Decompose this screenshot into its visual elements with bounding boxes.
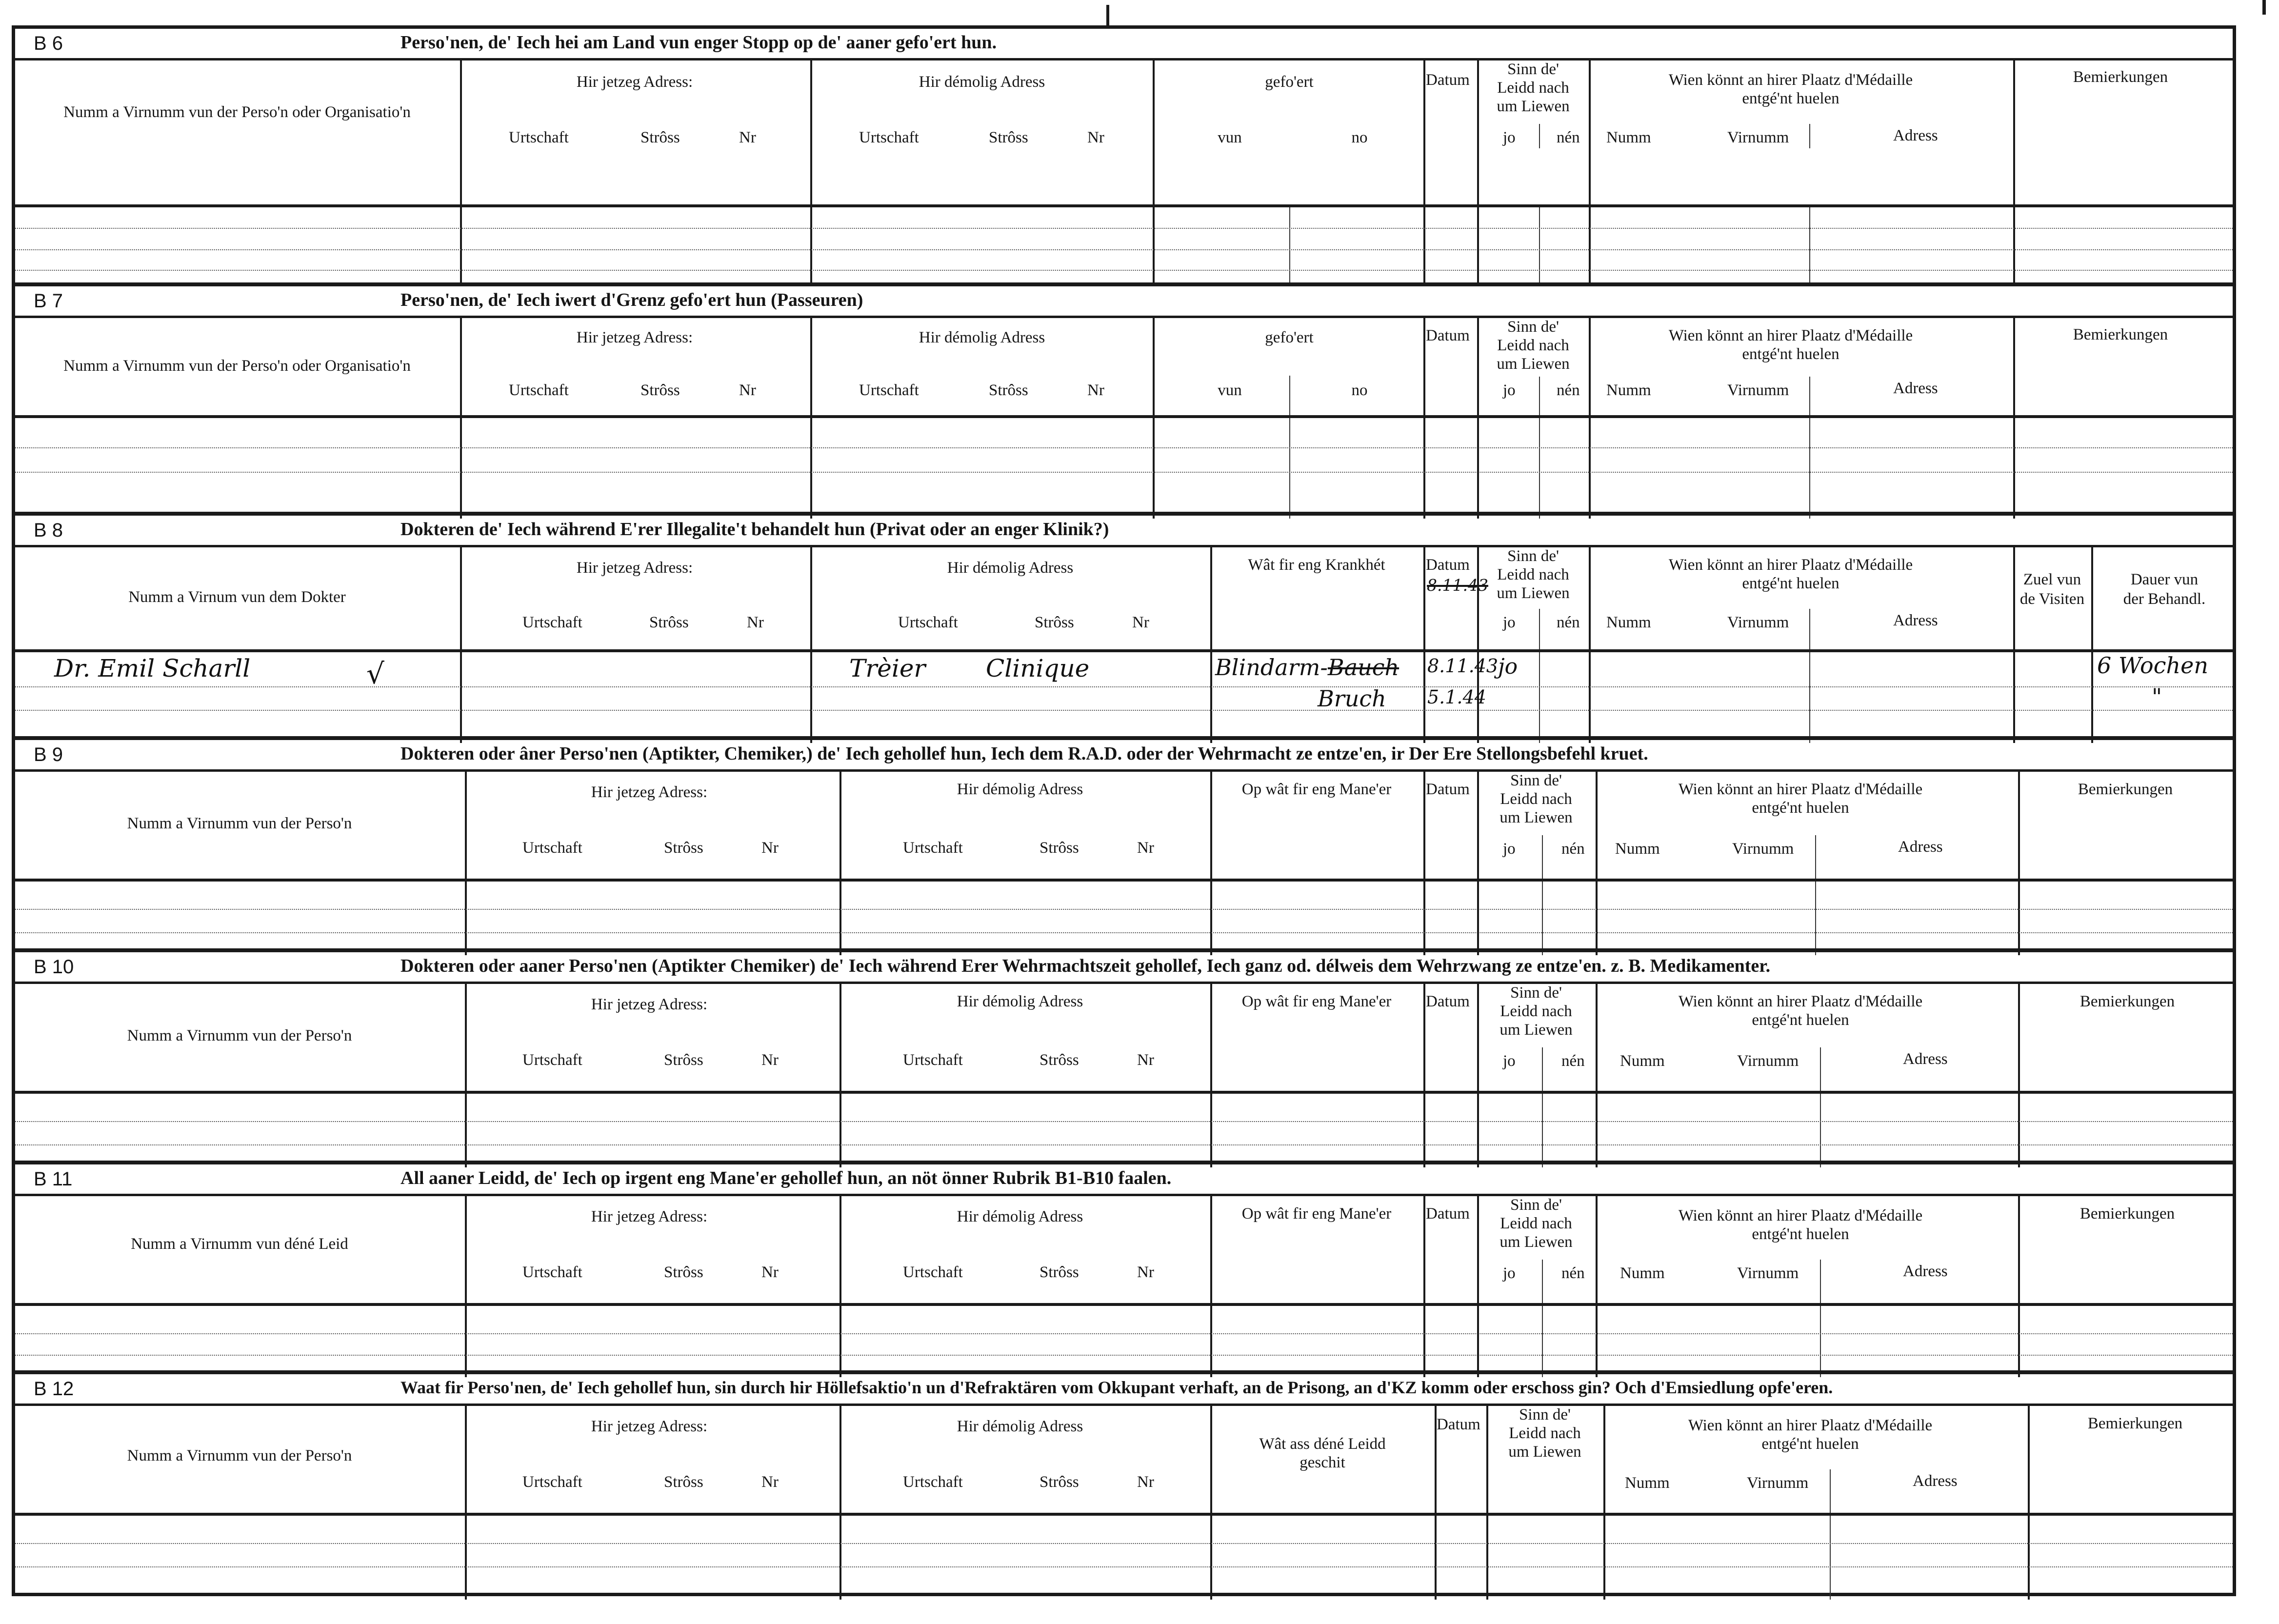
name-column-header: Numm a Virnumm vun der Perso'n oder Organisatio'n (63, 103, 411, 121)
yes-mark: jo (1498, 654, 1518, 679)
visits-header: Zuel vun (2023, 571, 2081, 588)
section-title: Dokteren oder âner Perso'nen (Aptikter, Chemiker,) de' Iech gehollef hun, Iech dem R.A.D. oder der Wehrmacht ze entze'en, ir Der Ere Stellongsbefehl kruet. (400, 743, 1648, 764)
checkmark: √ (366, 657, 384, 690)
doctor-name: Dr. Emil Scharll (54, 654, 251, 682)
top-edge-mark (1106, 5, 1109, 26)
date-header: Datum (1426, 71, 1470, 89)
section-b9 (15, 736, 2233, 948)
section-id: B 6 (34, 33, 63, 54)
fate-header: Wât ass déné Leidd (1259, 1435, 1386, 1453)
date-1: 8.11.43 (1427, 655, 1499, 677)
header-row: Numm a Virnum vun dem Dokter Hir jetzeg Adress: Urtschaft Strôss Nr Hir démolig Adress Urtschaft Strôss Nr Wât fir eng Krankhét Datum 8.11.43 Sinn de' Leidd nach um Liewen jo nén Wien könnt an hirer Plaatz d'Médaille entgé'nt huelen Numm Virnumm Adress Zuel vun de Visiten Dauer vun der Behandl. (15, 545, 2233, 650)
section-id: B 11 (34, 1168, 73, 1190)
former-address-header: Hir démolig Adress (919, 73, 1045, 91)
section-b12 (15, 1370, 2233, 1593)
surname-header: Numm (1606, 129, 1651, 146)
header-row: Numm a Virnumm vun der Perso'n Hir jetzeg Adress: Urtschaft Strôss Nr Hir démolig Adress Urtschaft Strôss Nr Op wât fir eng Mane'er Datum Sinn de' Leidd nach um Liewen jo nén Wien könnt an hirer Plaatz d'Médaille entgé'nt huelen Numm Virnumm Adress Bemierkungen (15, 982, 2233, 1091)
firstname-header: Virnumm (1727, 129, 1789, 146)
medal-header: Wien könnt an hirer Plaatz d'Médaille (1668, 71, 1913, 89)
current-address-header: Hir jetzeg Adress: (576, 73, 693, 91)
date-2: 5.1.44 (1427, 686, 1486, 708)
duration-2: " (2152, 683, 2162, 710)
entry-rows (15, 649, 2233, 743)
name-column-header: Numm a Virnumm vun déné Leid (131, 1235, 348, 1253)
locality-header: Urtschaft (859, 129, 919, 146)
header-row: Numm a Virnumm vun der Perso'n Hir jetzeg Adress: Urtschaft Strôss Nr Hir démolig Adress Urtschaft Strôss Nr Wât ass déné Leidd geschit Datum Sinn de' Leidd nach um Liewen Wien könnt an hirer Plaatz d'Médaille entgé'nt huelen Numm Virnumm Adress Bemierkungen (15, 1403, 2233, 1513)
number-header: Nr (739, 129, 756, 146)
header-row: Numm a Virnumm vun der Perso'n oder Organisatio'n Hir jetzeg Adress: Urtschaft Strôss Nr Hir démolig Adress Urtschaft Strôss Nr gefo'ert vun no Datum Sinn de' Leidd nach um Liewen jo nén Wien könnt an hirer Plaatz d'Médaille entgé'nt huelen Numm Virnumm Adress Bemierkungen (15, 58, 2233, 207)
number-header: Nr (1087, 129, 1104, 146)
entry-rows (15, 879, 2233, 955)
doctor-street: Clinique (986, 654, 1090, 682)
right-edge-mark (2262, 0, 2266, 15)
section-title: Waat fir Perso'nen, de' Iech gehollef hun, sin durch hir Höllefsaktio'n un d'Refraktären vom Okkupant verhaft, an de Prisong, an d'KZ komm oder erschoss gin? Och d'Emsiedlung opfe'eren. (400, 1378, 1833, 1397)
entry-rows (15, 1091, 2233, 1167)
section-b8 (15, 512, 2233, 736)
name-column-header: Numm a Virnumm vun der Perso'n (127, 1447, 352, 1464)
section-id: B 7 (34, 290, 63, 312)
no-header: nén (1557, 129, 1580, 146)
manner-header: Op wât fir eng Mane'er (1241, 993, 1392, 1010)
struck-date: 8.11.43 (1427, 576, 1488, 595)
illness-struck: Bauch (1327, 654, 1399, 681)
street-header: Strôss (640, 129, 680, 146)
name-column-header: Numm a Virnumm vun der Perso'n oder Organisatio'n (63, 357, 411, 375)
duration-header: Dauer vun (2130, 571, 2199, 588)
form-page (12, 25, 2236, 1596)
entry-rows (15, 415, 2233, 519)
section-title: Perso'nen, de' Iech iwert d'Grenz gefo'ert hun (Passeuren) (400, 290, 863, 310)
section-b11 (15, 1161, 2233, 1370)
header-row: Numm a Virnumm vun der Perso'n oder Organisatio'n Hir jetzeg Adress: Urtschaft Strôss Nr Hir démolig Adress Urtschaft Strôss Nr gefo'ert vun no Datum Sinn de' Leidd nach um Liewen jo nén Wien könnt an hirer Plaatz d'Médaille entgé'nt huelen Numm Virnumm Adress Bemierkungen (15, 316, 2233, 416)
from-header: vun (1218, 129, 1242, 146)
section-id: B 12 (34, 1378, 74, 1400)
section-title: All aaner Leidd, de' Iech op irgent eng Mane'er gehollef hun, an nöt önner Rubrik B1-B10 faalen. (400, 1168, 1172, 1188)
duration-1: 6 Wochen (2097, 652, 2208, 679)
illness-line1: Blindarm-Bauch (1215, 654, 1399, 681)
section-b7 (15, 282, 2233, 512)
illness-header: Wât fir eng Krankhét (1248, 556, 1385, 574)
entry-rows (15, 1303, 2233, 1377)
manner-header: Op wât fir eng Mane'er (1241, 781, 1392, 798)
section-title: Dokteren oder aaner Perso'nen (Aptikter Chemiker) de' Iech während Erer Wehrmachtszeit gehollef, Iech ganz od. délweis dem Wehrzwang ze entze'en. z. B. Medikamenter. (400, 956, 1771, 976)
section-b10 (15, 948, 2233, 1161)
section-title: Perso'nen, de' Iech hei am Land vun enger Stopp op de' aaner gefo'ert hun. (400, 32, 997, 53)
illness-line2: Bruch (1318, 685, 1386, 712)
section-id: B 10 (34, 956, 74, 978)
header-row: Numm a Virnumm vun der Perso'n Hir jetzeg Adress: Urtschaft Strôss Nr Hir démolig Adress Urtschaft Strôss Nr Op wât fir eng Mane'er Datum Sinn de' Leidd nach um Liewen jo nén Wien könnt an hirer Plaatz d'Médaille entgé'nt huelen Numm Virnumm Adress Bemierkungen (15, 769, 2233, 879)
name-column-header: Numm a Virnum vun dem Dokter (128, 588, 346, 606)
name-column-header: Numm a Virnumm vun der Perso'n (127, 1027, 352, 1044)
address-header: Adress (1893, 127, 1938, 144)
locality-header: Urtschaft (509, 129, 569, 146)
to-header: no (1351, 129, 1368, 146)
remarks-header: Bemierkungen (2073, 68, 2168, 86)
section-id: B 8 (34, 520, 63, 541)
header-row: Numm a Virnumm vun déné Leid Hir jetzeg Adress: Urtschaft Strôss Nr Hir démolig Adress Urtschaft Strôss Nr Op wât fir eng Mane'er Datum Sinn de' Leidd nach um Liewen jo nén Wien könnt an hirer Plaatz d'Médaille entgé'nt huelen Numm Virnumm Adress Bemierkungen (15, 1194, 2233, 1303)
section-title: Dokteren de' Iech während E'rer Illegalite't behandelt hun (Privat oder an enger Klinik?) (400, 519, 1109, 540)
street-header: Strôss (989, 129, 1028, 146)
manner-header: Op wât fir eng Mane'er (1241, 1205, 1392, 1223)
driven-header: gefo'ert (1265, 73, 1314, 91)
section-b6 (15, 29, 2233, 282)
doctor-locality: Trèier (849, 654, 926, 682)
name-column-header: Numm a Virnumm vun der Perso'n (127, 815, 352, 832)
meaning-header: Sinn de' (1507, 60, 1559, 78)
section-id: B 9 (34, 744, 63, 765)
yes-header: jo (1503, 129, 1516, 146)
entry-rows (15, 204, 2233, 285)
entry-rows (15, 1513, 2233, 1600)
